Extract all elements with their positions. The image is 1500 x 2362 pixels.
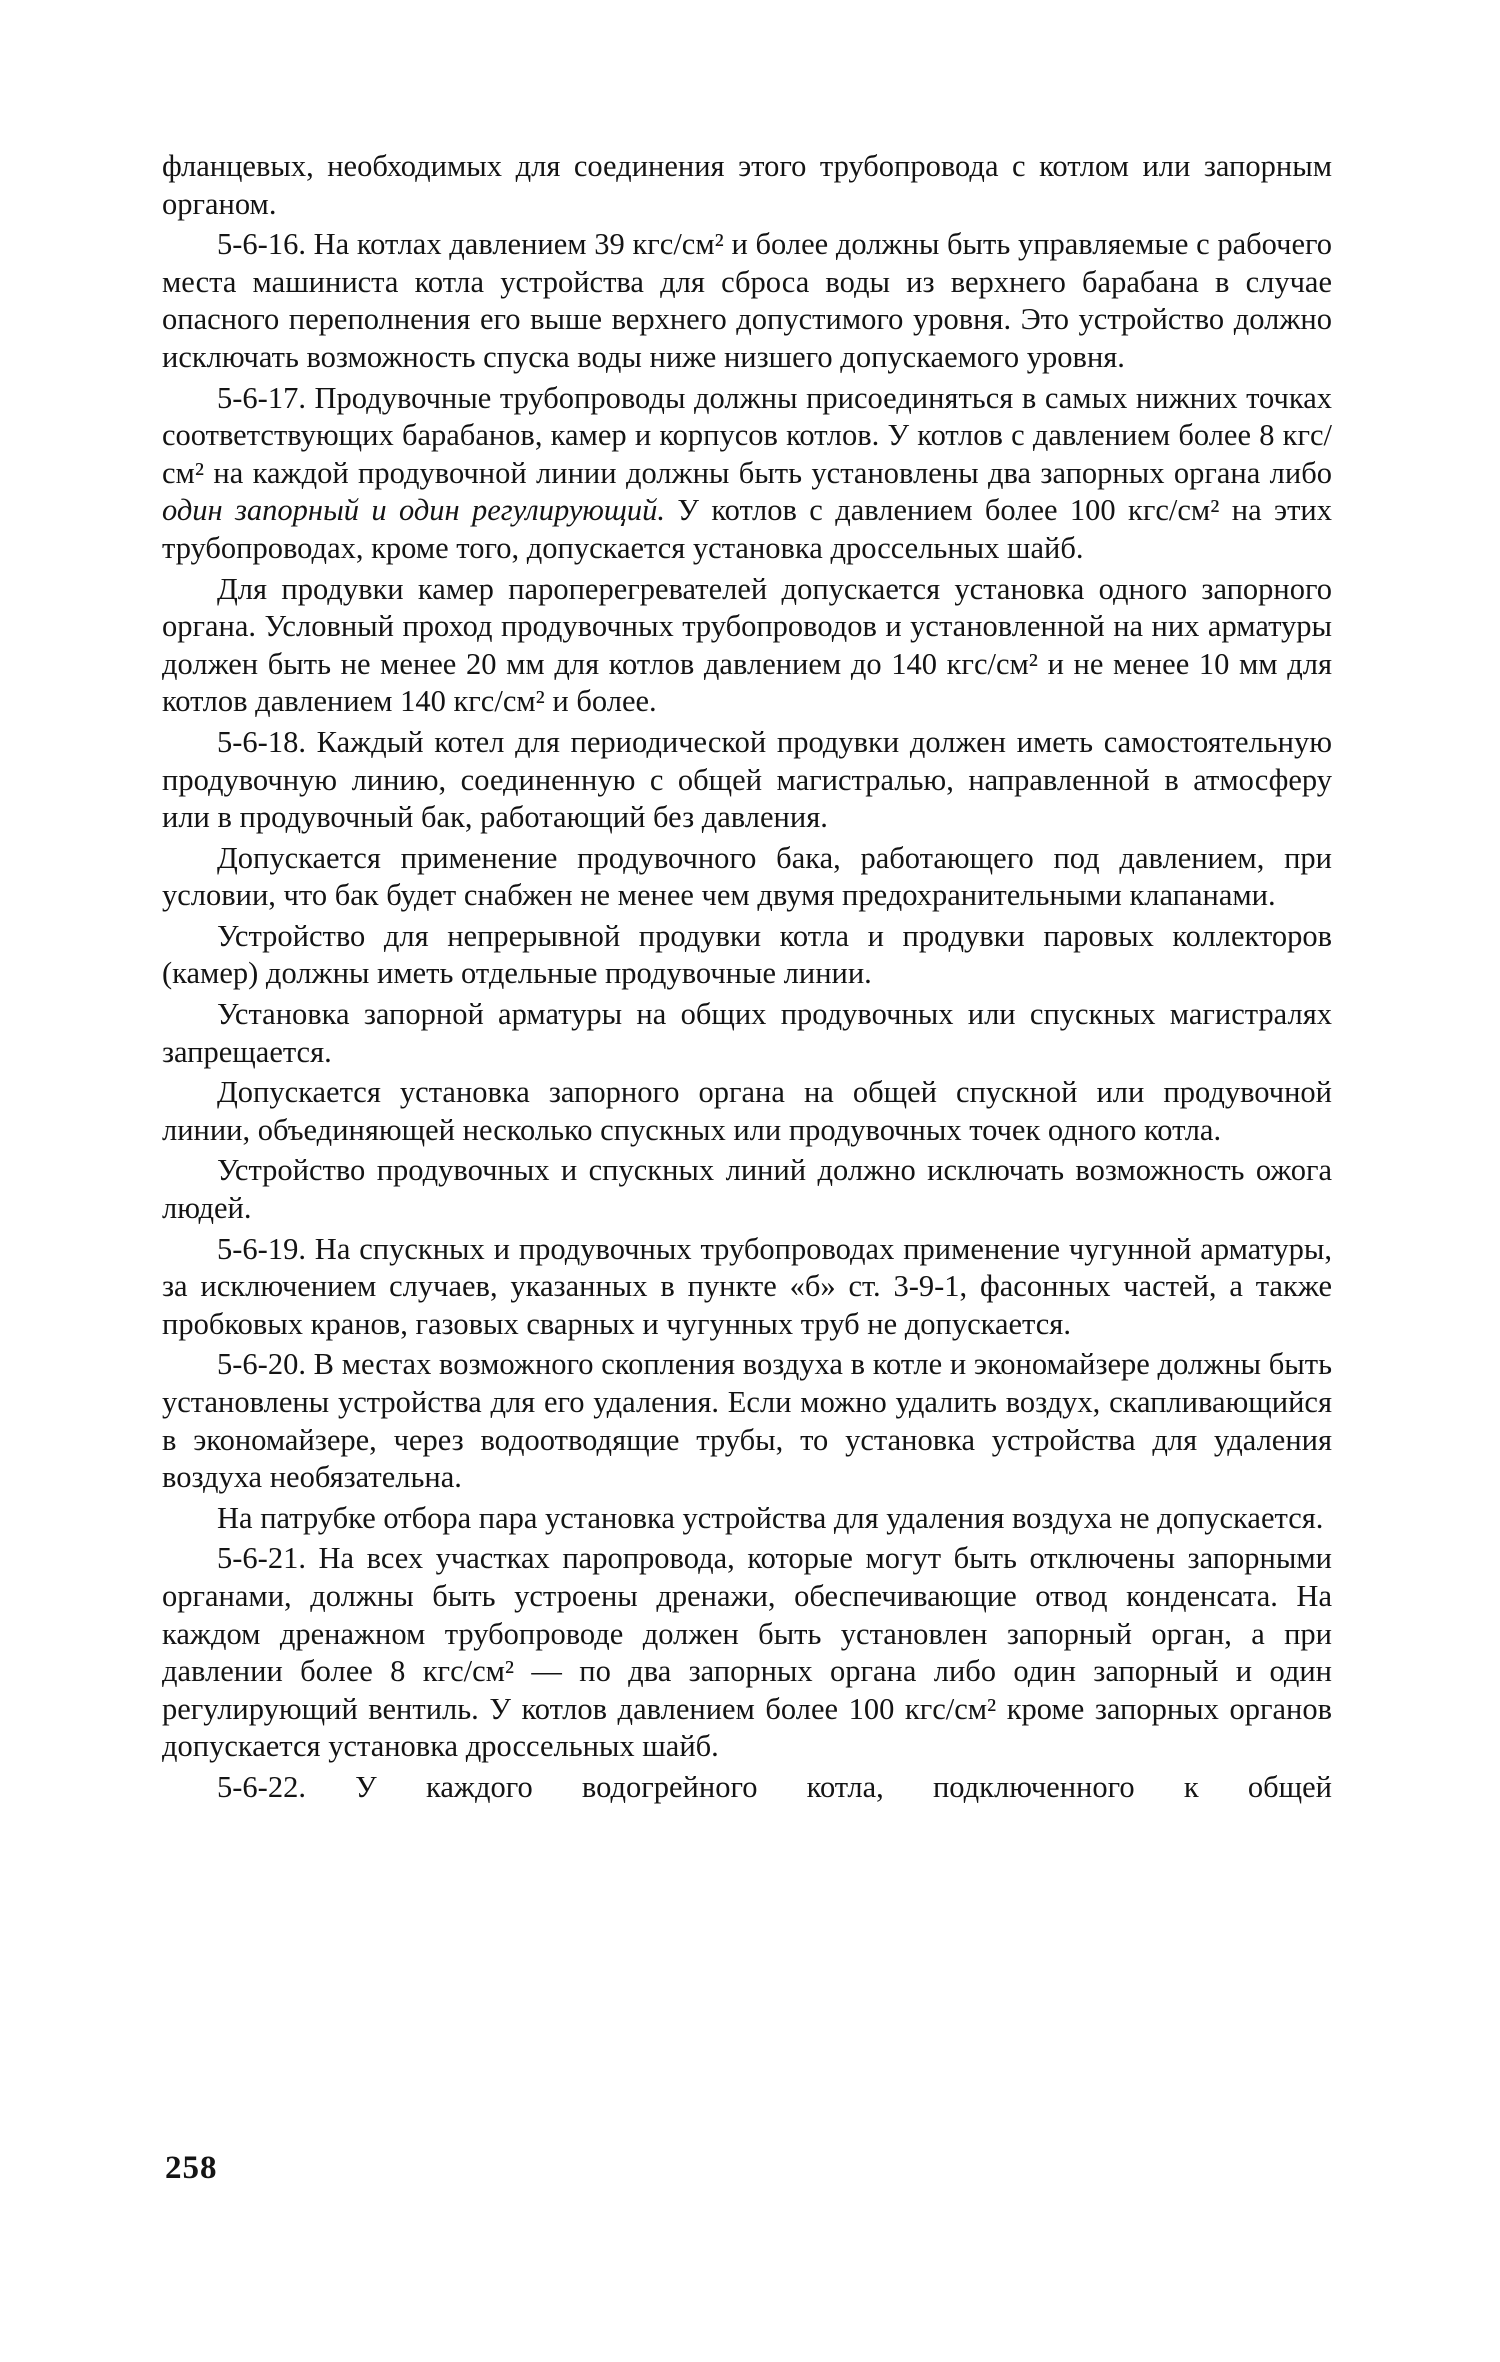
- paragraph-5-6-21: 5-6-21. На всех участках паропровода, которые могут быть отключены запорными органами, должны быть устроены дренажи, обеспечивающие отвод конденсата. На каждом дренажном трубопроводе должен быть установлен запорный орган, а при давлении более 8 кгс/см² — по два запорных органа либо один запорный и один регулирующий вентиль. У котлов давлением более 100 кгс/см² кроме запорных органов допускается установка дроссельных шайб.: [162, 1541, 1332, 1764]
- body-text: [162, 148, 1332, 1807]
- paragraph-5-6-20: 5-6-20. В местах возможного скопления воздуха в котле и экономайзере должны быть установлены устройства для его удаления. Если можно удалить воздух, скапливающийся в экономайзере, через водоотводящие трубы, то установка устройства для удаления воздуха необязательна.: [162, 1347, 1332, 1495]
- paragraph-5-6-17-italic: один запорный и один регулирующий.: [162, 493, 666, 528]
- paragraph-5-6-18: 5-6-18. Каждый котел для периодической продувки должен иметь самостоятельную продувочную линию, соединенную с общей магистралью, направленной в атмосферу или в продувочный бак, работающий без давления.: [162, 724, 1332, 835]
- paragraph-5-6-19: 5-6-19. На спускных и продувочных трубопроводах применение чугунной арматуры, за исключением случаев, указанных в пункте «б» ст. 3-9-1, фасонных частей, а также пробковых кранов, газовых сварных и чугунных труб не допускается.: [162, 1231, 1332, 1341]
- paragraph-5-6-17-part2: У котлов с давлением более 100 кгс/см² на этих трубопроводах, кроме того, допускается установка дроссельных шайб.: [162, 493, 1332, 565]
- paragraph-superheater-purge: Для продувки камер пароперегревателей допускается установка одного запорного органа. Условный проход продувочных трубопроводов и установленной на них арматуры должен быть не менее 20 мм для котлов давлением до 140 кгс/см² и не менее 10 мм для котлов давлением 140 кгс/см² и более.: [162, 571, 1332, 719]
- paragraph-valve-prohibition: Установка запорной арматуры на общих продувочных или спускных магистралях запрещается.: [162, 997, 1332, 1069]
- paragraph-5-6-17: [162, 380, 1332, 568]
- paragraph-steam-nozzle: На патрубке отбора пара установка устройства для удаления воздуха не допускается.: [217, 1500, 1324, 1535]
- paragraph-5-6-17-part1: 5-6-17. Продувочные трубопроводы должны присоединяться в самых нижних точках соответствующих барабанов, камер и корпусов котлов. У котлов с давлением более 8 кгс/см² на каждой продувочной линии должны быть установлены два запорных органа либо: [162, 380, 1332, 490]
- paragraph-burn-safety: Устройство продувочных и спускных линий должно исключать возможность ожога людей.: [162, 1153, 1332, 1226]
- paragraph-valve-allowance: Допускается установка запорного органа на общей спускной или продувочной линии, объединяющей несколько спускных или продувочных точек одного котла.: [162, 1075, 1332, 1147]
- paragraph-continuous-purge: Устройство для непрерывной продувки котла и продувки паровых коллекторов (камер) должны иметь отдельные продувочные линии.: [162, 918, 1332, 991]
- paragraph-pressure-tank: Допускается применение продувочного бака, работающего под давлением, при условии, что бак будет снабжен не менее чем двумя предохранительными клапанами.: [162, 840, 1332, 913]
- paragraph-5-6-16: 5-6-16. На котлах давлением 39 кгс/см² и более должны быть управляемые с рабочего места машиниста котла устройства для сброса воды из верхнего барабана в случае опасного переполнения его выше верхнего допустимого уровня. Это устройство должно исключать возможность спуска воды ниже низшего допускаемого уровня.: [162, 227, 1332, 374]
- paragraph-5-6-22: 5-6-22. У каждого водогрейного котла, подключенного к общей: [217, 1769, 1332, 1804]
- paragraph-continuation: фланцевых, необходимых для соединения этого трубопровода с котлом или запорным органом.: [162, 149, 1332, 221]
- page-number: 258: [165, 2150, 218, 2186]
